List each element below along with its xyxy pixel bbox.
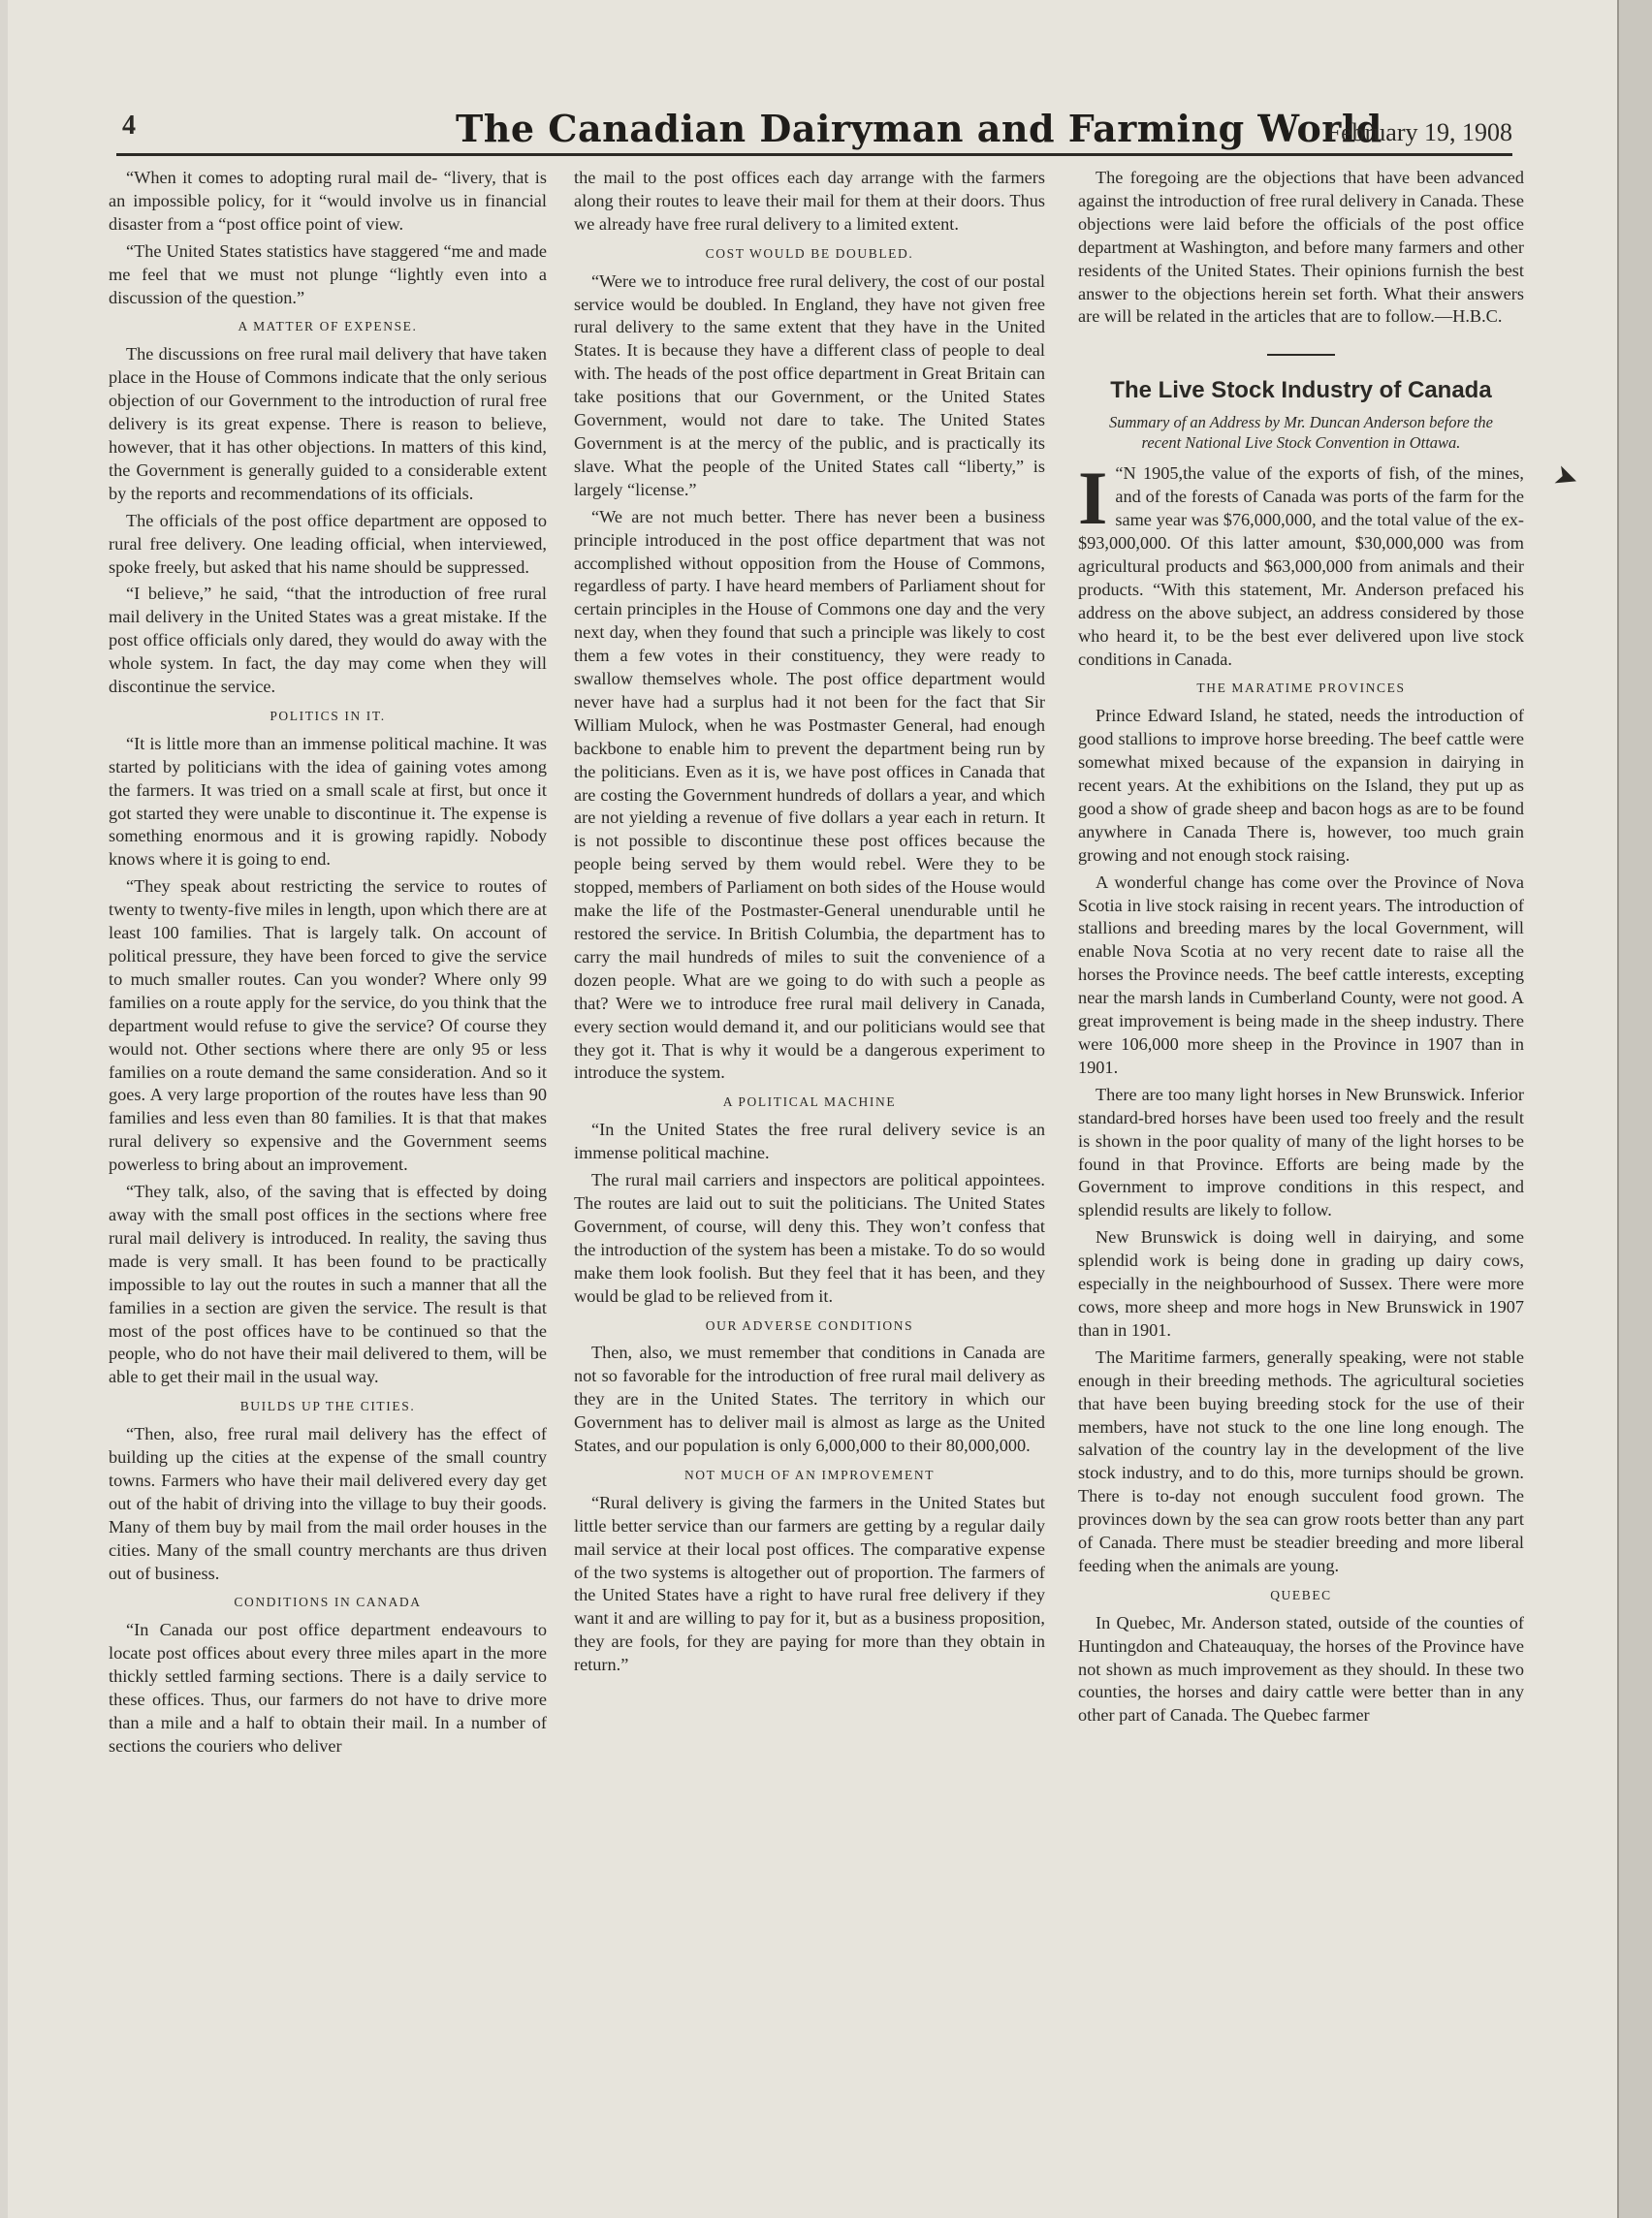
issue-date: February 19, 1908 [1326,118,1512,146]
paragraph: Then, also, we must remember that conditions in Canada are not so favorable for the introduction of free rural mail delivery as they are in the United States. The territory in which our Government has to deliver mail is almost as large as the United States, and our population is only 6,000,000 to their 80,000,000. [574,1343,1045,1456]
paragraph: “The United States statistics have staggered “me and made me feel that we must not plunge “lightly even into a discussion of the question.” [109,240,547,307]
page-edge [1617,0,1652,2218]
subheading: A MATTER OF EXPENSE. [238,319,418,334]
page-header [116,107,1512,151]
subheading: A POLITICAL MACHINE [722,1094,897,1110]
subheading: CONDITIONS IN CANADA [234,1595,422,1610]
paragraph: New Brunswick is doing well in dairying, and some splendid work is being done in grading up dairy cows, especially in the neighbourhood of Sussex. There were more cows, more sheep and more hogs in New Brunswick in 1907 than in 1901. [1078,1227,1524,1340]
paragraph [1078,456,1524,671]
column-2 [574,167,1045,1681]
drop-cap: I [1078,456,1108,541]
article-title: The Live Stock Industry of Canada [1110,377,1492,404]
paragraph: “I believe,” he said, “that the introduction of free rural mail delivery in the United States was a great mistake. If the post office officials only dared, they would do away with the whole system. In fact, the day may come when they will discontinue the service. [109,584,547,697]
subheading: BUILDS UP THE CITIES. [239,1399,416,1414]
subheading: NOT MUCH OF AN IMPROVEMENT [683,1467,936,1482]
paragraph: “Were we to introduce free rural delivery, the cost of our postal service would be doubled. In England, they have not given free rural delivery to the same extent that they have in the United States. It is because they have a different class of people to deal with. The heads of the post office department in Great Britain can take positions that our Government, or the United States Government, would not dare to take. The United States Government is at the mercy of the public, and is practically its slave. What the people of the United States call “liberty,” is largely “license.” [574,270,1045,499]
subheading: POLITICS IN IT. [270,708,386,723]
subheading: OUR ADVERSE CONDITIONS [705,1317,914,1333]
paragraph: “When it comes to adopting rural mail de- “livery, that is an impossible policy, for it “would involve us in financial disaster from a “post office point of view. [109,168,547,234]
paragraph: “It is little more than an immense political machine. It was started by politicians with the idea of gaining votes among the farmers. It was tried on a small scale at first, but once it got started they were unable to discontinue it. The expense is something enormous and it is growing rapidly. Nobody knows where it is going to end. [109,733,547,870]
header-rule [116,153,1512,156]
paragraph: The rural mail carriers and inspectors are political appointees. The routes are laid out to suit the politicians. The United States Government, of course, will deny this. They won’t confess that the introduction of the system has been a mistake. To do so would make them look foolish. But they feel that it has been, and they would be glad to be relieved from it. [574,1170,1045,1306]
paragraph: The discussions on free rural mail delivery that have taken place in the House of Commons indicate that the only serious objection of our Government to the introduction of rural free delivery is its great expense. There is reason to believe, however, that it has other objections. In matters of this kind, the Government is generally guided to a considerable extent by the reports and recommendations of its officials. [109,344,547,503]
paragraph: The Maritime farmers, generally speaking, were not stable enough in their breeding methods. The agricultural societies that have been buying breeding stock for the use of their members, have not stuck to the one line long enough. The salvation of the country lay in the development of the live stock industry, and to do this, more turnips should be grown. There is to-day not enough succulent food grown. The provinces down by the sea can grow roots better than any part of Canada. There must be steadier breeding and more liberal feeding when the animals are young. [1078,1347,1524,1575]
paragraph: The officials of the post office department are opposed to rural free delivery. One leading official, when interviewed, spoke freely, but asked that his name should be suppressed. [109,510,547,577]
column-1 [109,167,547,1762]
paragraph: Prince Edward Island, he stated, needs the introduction of good stallions to improve horse breeding. The beef cattle were somewhat mixed because of the expansion in dairying in recent years. At the exhibitions on the Island, they put up as good a show of grade sheep and bacon hogs as are to be found anywhere in Canada There is, however, too much grain growing and not enough stock raising. [1078,706,1524,865]
section-divider [1267,354,1335,356]
paragraph: “Rural delivery is giving the farmers in the United States but little better service than our farmers are getting by a regular daily mail service at their local post offices. The comparative expense of the two systems is altogether out of proportion. The farmers of the United States have a right to have rural free delivery if they want it and are willing to pay for it, but as a business proposition, they are fools, for they are paying for more than they obtain in return.” [574,1492,1045,1675]
subheading: QUEBEC [1270,1587,1332,1602]
paragraph: The foregoing are the objections that have been advanced against the introduction of free rural delivery in Canada. These objections were laid before the officials of the post office department at Washington, and before many farmers and other residents of the United States. Their opinions furnish the best answer to the objections herein set forth. What their answers are will be related in the articles that are to follow.—H.B.C. [1078,168,1524,327]
article-summary: Summary of an Address by Mr. Duncan Anderson before the recent National Live Stock Convention in Ottawa. [1109,413,1493,453]
page-number: 4 [122,111,136,141]
paragraph-text: “N 1905,the value of the exports of fish, of the mines, and of the forests of Canada was ports of the farm for the same year was $76,000,000, and the total value of the ex- $93,000,000. Of this latter amount, $30,000,000 was from agricultural products and $63,000,000 from animals and their products. “With this statement, Mr. Anderson prefaced his address on the above subject, an address considered by those who heard it, to be the best ever delivered upon live stock conditions in Canada. [1078,463,1524,669]
paragraph: “We are not much better. There has never been a business principle introduced in the post office department that was not accomplished without opposition from the House of Commons, regardless of party. I have heard members of Parliament shout for certain principles in the House of Commons one day and the very next day, when they found that such a principle was likely to cost them a few votes in their constituency, they were ready to swallow themselves whole. The post office department would never have had a surplus had it not been for the fact that Sir William Mulock, when he was Postmaster General, had enough backbone to enable him to prevent the department being run by the politicians. Even as it is, we have post offices in Canada that are costing the Government hundreds of dollars a year, and which are not yielding a revenue of five dollars a year each in return. It is not possible to discontinue these post offices because the people being served by them would rebel. Were they to be stopped, members of Parliament on both sides of the House would make the life of the Postmaster-General unendurable until he restored the service. In British Columbia, the department has to carry the mail hundreds of miles to suit the convenience of a dozen people. What are we going to do with such a people as that? Were we to introduce free rural mail delivery in Canada, every section would demand it, and our politicians would see that they got it. That is why it would be a dangerous experiment to introduce the system. [574,506,1045,1083]
subheading: COST WOULD BE DOUBLED. [705,245,914,261]
arrow-mark-icon: ➤ [1549,458,1584,497]
paragraph: In Quebec, Mr. Anderson stated, outside of the counties of Huntingdon and Chateauquay, the horses of the Province have not shown as much improvement as they should. In these two counties, the horses and dairy cattle were better than in any other part of Canada. The Quebec farmer [1078,1612,1524,1726]
paragraph: the mail to the post offices each day arrange with the farmers along their routes to leave their mail for them at their doors. Thus we already have free rural delivery to a limited extent. [574,168,1045,234]
paragraph: “In the United States the free rural delivery sevice is an immense political machine. [574,1120,1045,1163]
paragraph: “In Canada our post office department endeavours to locate post offices about every three miles apart in the more thickly settled farming sections. There is a daily service to these offices. Thus, our farmers do not have to drive more than a mile and a half to obtain their mail. In a number of sections the couriers who deliver [109,1620,547,1756]
paragraph: “Then, also, free rural mail delivery has the effect of building up the cities at the expense of the small country towns. Farmers who have their mail delivered every day get out of the habit of driving into the village to buy their goods. Many of them buy by mail from the mail order houses in the cities. Many of the small country merchants are thus driven out of business. [109,1424,547,1583]
paragraph: A wonderful change has come over the Province of Nova Scotia in live stock raising in recent years. The introduction of stallions and breeding mares by the local Government, will enable Nova Scotia at no very recent date to raise all the horses the Province needs. The beef cattle interests, excepting near the marsh lands in Cumberland County, were not good. A great improvement is being made in the sheep industry. There were 106,000 more sheep in the Province in 1907 than in 1901. [1078,871,1524,1077]
column-3 [1078,167,1524,1731]
paragraph: “They talk, also, of the saving that is effected by doing away with the small post offices in the sections where free rural mail delivery is introduced. In reality, the saving thus made is very small. It has been found to be practically impossible to lay out the routes in such a manner that all the families in a section are given the service. The result is that most of the post offices have to be continued so that the people, who do not have their mail delivered to them, will be able to get their mail in the usual way. [109,1182,547,1387]
paragraph: “They speak about restricting the service to routes of twenty to twenty-five miles in length, upon which there are at least 100 families. That is largely talk. On account of political pressure, they have been forced to give the service to much smaller routes. Can you wonder? Where only 99 families on a route apply for the service, do you think that the department would refuse to give the service? Of course they would not. Other sections where there are only 95 or less families on a route demand the same consideration. And so it goes. A very large proportion of the routes have less than 90 families and less even than 80 families. It is that that makes rural delivery so expensive and the Government seems powerless to bring about an improvement. [109,876,547,1175]
masthead-title: The Canadian Dairyman and Farming World [456,107,1382,150]
subheading: THE MARATIME PROVINCES [1196,681,1406,696]
paragraph: There are too many light horses in New Brunswick. Inferior standard-bred horses have been used too freely and the result is shown in the poor quality of many of the light horses to be found in that Province. Efforts are being made by the Government to improve conditions in this respect, and splendid results are likely to follow. [1078,1084,1524,1220]
